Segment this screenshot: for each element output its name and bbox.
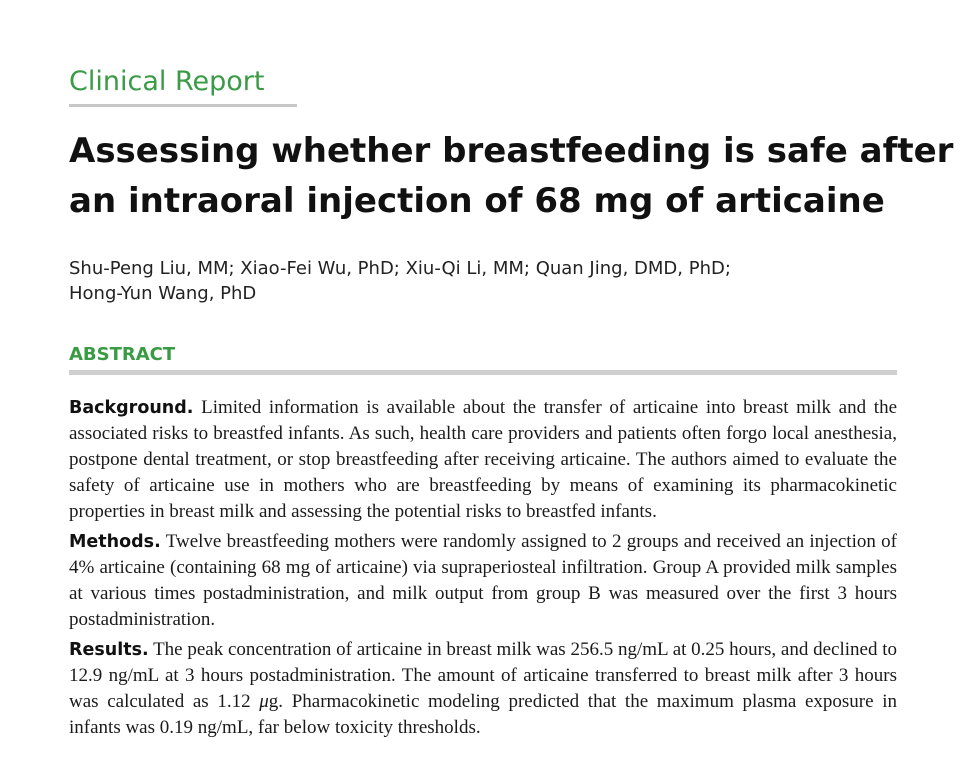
- abstract-results-text-b: g. Pharmacokinetic modeling predicted that the maximum plasma exposure in infants was 0.19 ng/mL, far below toxicity thresholds.: [69, 691, 897, 738]
- article-title: [69, 126, 954, 226]
- abstract-body: [69, 395, 897, 745]
- abstract-divider: [69, 370, 897, 375]
- abstract-results: [69, 637, 897, 741]
- section-label: Clinical Report: [69, 66, 265, 97]
- author-line-2: Hong-Yun Wang, PhD: [69, 283, 257, 304]
- abstract-background-text: Limited information is available about the transfer of articaine into breast milk and the associated risks to breastfed infants. As such, health care providers and patients often forgo local anesthesia, postpone dental treatment, or stop breastfeeding after receiving articaine. The authors aimed to evaluate the safety of articaine use in mothers who are breastfeeding by means of examining its pharmacokinetic properties in breast milk and assessing the potential risks to breastfed infants.: [69, 397, 898, 522]
- abstract-results-text-a: The peak concentration of articaine in breast milk was 256.5 ng/mL at 0.25 hours, and declined to 12.9 ng/mL at 3 hours postadministration. The amount of articaine transferred to breast milk after 3 hours was calculated as 1.12: [69, 639, 897, 712]
- micro-symbol: μ: [259, 691, 269, 712]
- author-list: [69, 256, 897, 306]
- abstract-results-heading: Results.: [69, 640, 149, 660]
- section-label-underline: [69, 104, 297, 107]
- abstract-methods-heading: Methods.: [69, 532, 161, 552]
- abstract-heading: ABSTRACT: [69, 344, 176, 365]
- abstract-methods: [69, 529, 897, 633]
- author-line-1: Shu-Peng Liu, MM; Xiao-Fei Wu, PhD; Xiu-Qi Li, MM; Quan Jing, DMD, PhD;: [69, 258, 731, 279]
- abstract-methods-text: Twelve breastfeeding mothers were randomly assigned to 2 groups and received an injection of 4% articaine (containing 68 mg of articaine) via supraperiosteal infiltration. Group A provided milk samples at various times postadministration, and milk output from group B was measured over the first 3 hours postadministration.: [69, 531, 897, 630]
- abstract-background-heading: Background.: [69, 398, 194, 418]
- article-title-line-1: Assessing whether breastfeeding is safe after: [69, 131, 954, 171]
- abstract-background: [69, 395, 897, 525]
- article-title-line-2: an intraoral injection of 68 mg of articaine: [69, 181, 885, 221]
